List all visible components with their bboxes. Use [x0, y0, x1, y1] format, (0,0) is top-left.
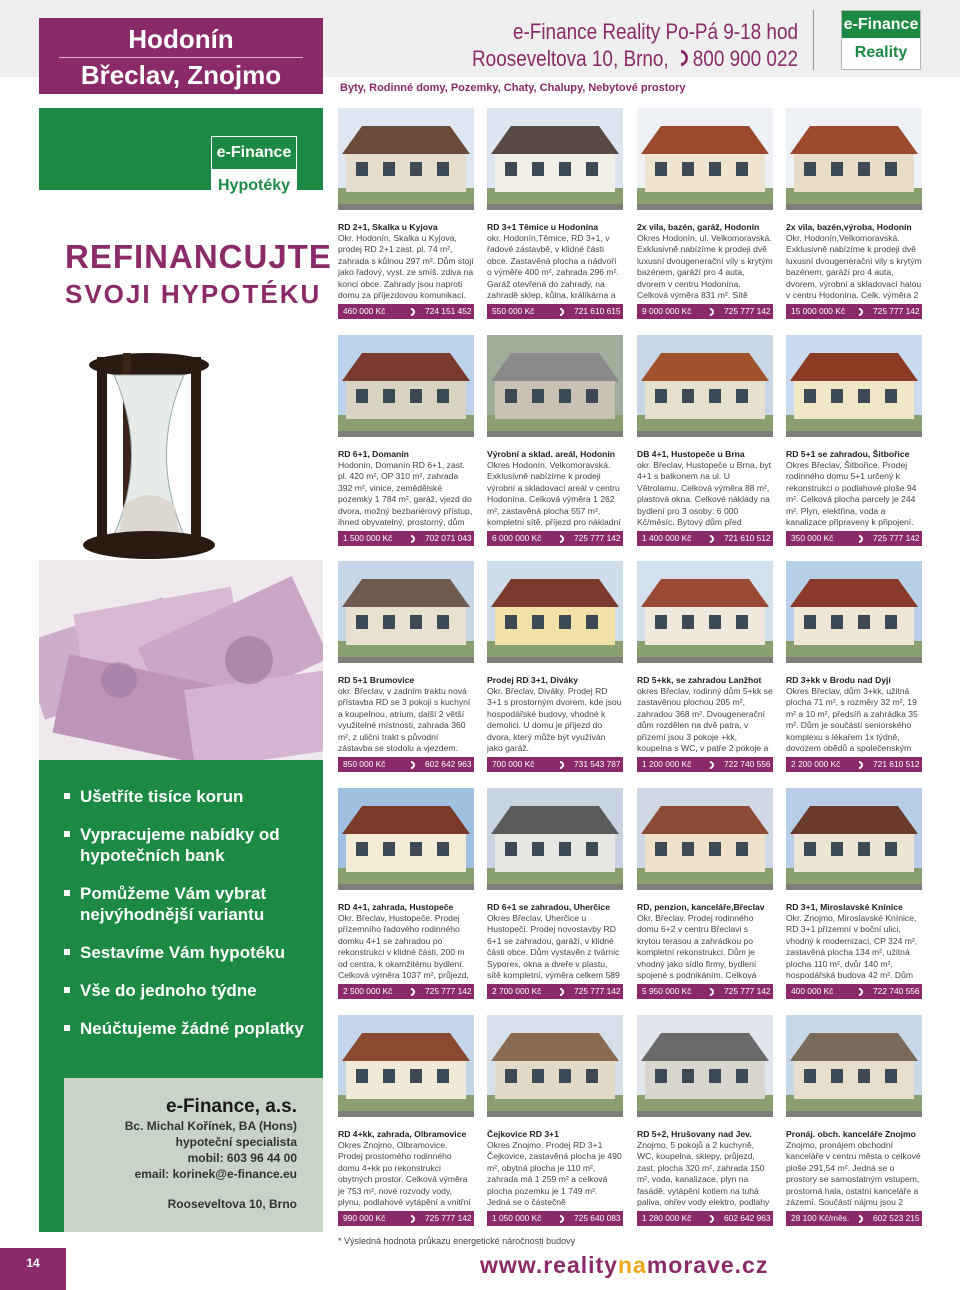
listing-photo: [786, 788, 922, 890]
listing-price-bar: [637, 1211, 773, 1226]
page-number: 14: [0, 1248, 66, 1290]
listing-card[interactable]: [637, 108, 773, 319]
header-phone: 800 900 022: [692, 46, 798, 71]
hypoteky-logo-top: e-Finance: [212, 137, 296, 169]
contact-name: Bc. Michal Kořínek, BA (Hons): [124, 1119, 297, 1133]
listing-photo: [487, 788, 623, 890]
listing-price-bar: [637, 304, 773, 319]
listing-phone[interactable]: 725 777 142: [873, 533, 920, 543]
listing-phone[interactable]: 721 610 512: [724, 533, 771, 543]
listing-title: RD 4+kk, zahrada, Olbramovice: [338, 1129, 467, 1139]
benefit-item: Ušetříte tisíce korun: [64, 786, 314, 807]
benefit-item: Sestavíme Vám hypotéku: [64, 942, 314, 963]
region-line-1: Hodonín: [128, 24, 234, 54]
listing-card[interactable]: [786, 788, 922, 999]
listing-title: 2x vila, bazén,výroba, Hodonín: [786, 222, 912, 232]
listing-title: DB 4+1, Hustopeče u Brna: [637, 449, 745, 459]
listing-description: okr. Břeclav, Hustopeče u Brna, byt 4+1 s balkonem na ul. U Větrolamu. Celková výměra 88 m², plastová okna. Celkové náklady na bydlení pro 3 osoby: 6 000 Kč/měsíc. Bytový dům před: [637, 460, 772, 528]
listing-price: 700 000 Kč: [492, 759, 535, 769]
listing-phone[interactable]: 602 523 215: [873, 1213, 920, 1223]
phone-icon: [853, 759, 864, 770]
contact-mobile[interactable]: mobil: 603 96 44 00: [187, 1151, 297, 1165]
phone-icon: [554, 759, 565, 770]
benefit-item: Neúčtujeme žádné poplatky: [64, 1018, 314, 1039]
listing-description: Okres Hodonín, ul. Velkomoravská. Exklusivně nabízíme k prodeji dvě luxusní dvougenerační vily s krytým bazénem, garáží pro 4 auta, dvorem v centru Hodonína. Celková výměra 831 m². Sítě: [637, 233, 773, 301]
contact-role: hypoteční specialista: [175, 1135, 297, 1149]
listing-card[interactable]: [338, 335, 474, 546]
listing-card[interactable]: [487, 788, 623, 999]
listing-price: 5 950 000 Kč: [642, 986, 692, 996]
listing-description: Okres Znojmo, Olbramovice. Prodej prostorného rodinného domu 4+kk po rekonstrukci obytných prostor. Celková výměra je 753 m², nové rozvody vody, plynu, podlahové vytápění a vnitřní: [338, 1140, 471, 1208]
listing-photo: [338, 335, 474, 437]
listing-photo: [786, 561, 922, 663]
listing-description: Okres Hodonín, Velkomoravská. Exklusivně nabízíme k prodeji výrobní a skladovací areál v centru Hodonína. Celková výměra 1 262 m², zastavěná plocha 557 m², kompletní sítě, příjezd pro nákladní: [487, 460, 621, 528]
url-part-3: morave.cz: [646, 1252, 769, 1278]
listing-photo: [338, 788, 474, 890]
listing-description: okres Břeclav, rodinný dům 5+kk se zastavěnou plochou 205 m², zahradou 368 m². Dvougenerační dům rozdělen na dvě patra, v přízemí jsou 3 pokoje +kk, koupelna s WC, v patře 2 pokoje a: [637, 686, 773, 754]
energy-footnote: * Výsledná hodnota průkazu energetické náročnosti budovy: [338, 1236, 576, 1246]
listing-description: Okr. Břeclav. Prodej rodinného domu 6+2 v centru Břeclavi s krytou terasou a zahrádkou po kompletní rekonstrukci. Dům je vhodný jako sídlo firmy, bydlení spojené s podnikáním. Celková: [637, 913, 757, 981]
listing-title: RD 5+1 Brumovice: [338, 675, 415, 685]
listing-title: RD 2+1, Skalka u Kyjova: [338, 222, 438, 232]
listing-photo: [637, 788, 773, 890]
reality-logo: [841, 10, 921, 70]
listing-phone[interactable]: 724 151 452: [425, 306, 472, 316]
listing-description: Znojmo, 5 pokojů a 2 kuchyně, WC, koupelna, sklepy, průjezd, zast. plocha 320 m², zahrada 150 m², voda, kanalizace, plyn na fasádě, vytápění kotlem na tuhá paliva, ohřev vody elektro, podlahy: [637, 1140, 770, 1208]
listing-price: 850 000 Kč: [343, 759, 386, 769]
listing-card[interactable]: [637, 561, 773, 772]
phone-icon: [554, 306, 565, 317]
listing-phone[interactable]: 702 071 043: [425, 533, 472, 543]
listing-price: 350 000 Kč: [791, 533, 834, 543]
listing-title: Čejkovice RD 3+1: [487, 1129, 559, 1139]
listing-description: Okres Znojmo. Prodej RD 3+1 Čejkovice, zastavěná plocha je 490 m², obytná plocha je 110 m², zahrada má 1 259 m² a celková plocha pozemku je 1 749 m². Jedná se o částečně: [487, 1140, 622, 1208]
listing-photo: [637, 108, 773, 210]
listing-title: 2x vila, bazén, garáž, Hodonín: [637, 222, 760, 232]
url-part-2: na: [617, 1252, 647, 1278]
listing-title: RD 5+2, Hrušovany nad Jev.: [637, 1129, 752, 1139]
contact-email[interactable]: email: korinek@e-finance.eu: [134, 1167, 297, 1181]
phone-icon: [853, 1213, 864, 1224]
listing-price: 1 500 000 Kč: [343, 533, 393, 543]
listing-phone[interactable]: 725 640 083: [574, 1213, 621, 1223]
listing-description: okr. Hodonín,Těmice, RD 3+1, v řadové zástavbě, v klidné části obce. Zastavěná plocha a nádvoří o výměře 400 m², zahrada 296 m². Garáž otevřená do zahrady, na zahradě sklep, kůlna, králíkárna a: [487, 233, 619, 301]
phone-icon: [405, 759, 416, 770]
phone-icon: [704, 1213, 715, 1224]
url-part-1: www.reality: [480, 1252, 618, 1278]
listing-phone[interactable]: 721 610 512: [873, 759, 920, 769]
listing-price: 1 200 000 Kč: [642, 759, 692, 769]
hourglass-image: [39, 335, 323, 575]
header-title-line-1: e-Finance Reality Po-Pá 9-18 hod: [512, 19, 798, 44]
reality-logo-bottom: Reality: [854, 44, 908, 61]
listing-price-bar: [786, 757, 922, 772]
benefit-item: Vypracujeme nabídky od hypotečních bank: [64, 824, 314, 866]
listing-price: 1 280 000 Kč: [642, 1213, 692, 1223]
listing-title: Pronáj. obch. kanceláře Znojmo: [786, 1129, 916, 1139]
listing-price: 1 400 000 Kč: [642, 533, 692, 543]
listing-price: 2 700 000 Kč: [492, 986, 542, 996]
listing-phone[interactable]: 725 777 142: [873, 306, 920, 316]
listing-photo: [338, 108, 474, 210]
listing-title: RD 6+1 se zahradou, Uherčice: [487, 902, 610, 912]
listing-price-bar: [338, 757, 474, 772]
listing-title: Výrobní a sklad. areál, Hodonín: [487, 449, 615, 459]
benefit-item: Pomůžeme Vám vybrat nejvýhodnější variantu: [64, 883, 314, 925]
listing-price: 550 000 Kč: [492, 306, 535, 316]
listing-description: Okres Břeclav, Šitbořice. Prodej rodinného domu 5+1 určený k rekonstrukci o podlahové ploše 94 m². Celková plocha parcely je 244 m². Plyn, elektřina, voda a kanalizace připraveny k připojení.: [786, 460, 917, 528]
listing-description: Okr. Znojmo, Miroslavské Knínice, RD 3+1 přízemní v boční ulici, vhodný k modernizaci, CP 324 m², zastavěná plocha 134 m², užitná plocha 110 m², dvůr 140 m², hospodářská budova 42 m². Dům: [786, 913, 918, 981]
phone-icon: [554, 1213, 565, 1224]
listing-photo: [637, 335, 773, 437]
listing-price-bar: [338, 984, 474, 999]
listing-description: Okr. Břeclav, Diváky. Prodej RD 3+1 s prostorným dvorem, kde jsou hospodářské budovy, vhodné k demolici. U domu je přijezd do dvora, který může být využíván jako garáž.: [487, 686, 622, 754]
phone-icon: [671, 47, 690, 70]
listing-card[interactable]: [338, 108, 474, 319]
listing-price: 28 100 Kč/měs.: [791, 1213, 850, 1223]
phone-icon: [853, 306, 864, 317]
header-title: [404, 18, 798, 72]
listing-description: Znojmo, pronájem obchodní kanceláře v centru města o celkové ploše 291,54 m². Jedná se o prostory se samostatným vstupem, prostorná hala, ostatní kanceláře a zázemí. Součástí nájmu jsou 2: [786, 1140, 921, 1208]
listing-description: okr. Břeclav, v zadním traktu nová přístavba RD se 3 pokoji s kuchyní a koupelnou, atrium, další 2 větší využitelné místnosti, zahrada 360 m², z uliční trakt s původní zástavba se stodolu a vjezdem.: [338, 686, 471, 754]
website-url[interactable]: [480, 1252, 768, 1279]
listing-phone[interactable]: 602 642 963: [425, 759, 472, 769]
listing-description: Hodonín, Domanín RD 6+1, zast. pl. 420 m², OP 310 m², zahrada 392 m², vinice, zemědělské pozemky 1 784 m², garáž, vjezd do dvora, možný bezbariérový přístup, ihned obyvatelný, prostorný, dům: [338, 460, 473, 528]
listing-price-bar: [487, 531, 623, 546]
listing-photo: [637, 1015, 773, 1117]
listing-description: Okr. Břeclav, Hustopeče. Prodej přízemního řadového rodinného domku 4+1 se zahradou po rekonstrukci v klidné části, 200 m od centra, k okamžitému bydlení. Celková výměra 1037 m², průjezd,: [338, 913, 469, 981]
listing-card[interactable]: [786, 335, 922, 546]
listing-card[interactable]: [338, 788, 474, 999]
listing-title: RD 4+1, zahrada, Hustopeče: [338, 902, 454, 912]
listing-price: 6 000 000 Kč: [492, 533, 542, 543]
listing-price: 2 200 000 Kč: [791, 759, 841, 769]
refinance-headline-2: SVOJI HYPOTÉKU: [65, 279, 322, 309]
listing-photo: [338, 561, 474, 663]
phone-icon: [554, 533, 565, 544]
hypoteky-logo-bottom: Hypotéky: [212, 169, 296, 203]
contact-company: e-Finance, a.s.: [166, 1096, 297, 1117]
listing-phone[interactable]: 731 543 787: [574, 759, 621, 769]
listing-card[interactable]: [786, 108, 922, 319]
listing-price-bar: [487, 984, 623, 999]
listing-phone[interactable]: 602 642 963: [724, 1213, 771, 1223]
listing-price-bar: [487, 757, 623, 772]
listing-photo: [487, 335, 623, 437]
phone-icon: [704, 986, 715, 997]
header-divider: [813, 10, 814, 70]
listing-card[interactable]: [338, 1015, 474, 1226]
listing-price-bar: [637, 531, 773, 546]
listing-card[interactable]: [637, 788, 773, 999]
listing-price-bar: [637, 984, 773, 999]
phone-icon: [405, 1213, 416, 1224]
listing-description: Okres Břeclav, Uherčice u Hustopečí. Prodej novostavby RD 6+1 se zahradou, garáží, v klidné části obce. Dům vystavěn z tvárnic Syporex, okna a dveře v plastu, sítě kompletní, výměra celkem 589: [487, 913, 620, 981]
listing-title: Prodej RD 3+1, Diváky: [487, 675, 578, 685]
header-title-line-2: [404, 45, 798, 72]
listing-price: 990 000 Kč: [343, 1213, 386, 1223]
listing-description: Okr. Hodonín, Skalka u Kyjova, prodej RD 2+1 zast. pl. 74 m², zahrada s kůlnou 297 m². Dům stojí jako řadový, vyst. ze smíš. zdiva na konci obce. Zahrady jsou naproti domu za příjezdovou komunikací.: [338, 233, 474, 301]
listing-price: 15 000 000 Kč: [791, 306, 846, 316]
listing-card[interactable]: [338, 561, 474, 772]
listing-photo: [786, 335, 922, 437]
phone-icon: [405, 986, 416, 997]
listing-price: 2 500 000 Kč: [343, 986, 393, 996]
listing-phone[interactable]: 725 777 142: [574, 986, 621, 996]
listing-card[interactable]: [637, 335, 773, 546]
listing-photo: [786, 1015, 922, 1117]
listing-price: 400 000 Kč: [791, 986, 834, 996]
listing-phone[interactable]: 721 610 615: [574, 306, 621, 316]
listing-price: 460 000 Kč: [343, 306, 386, 316]
listing-photo: [637, 561, 773, 663]
header-subtitle: Byty, Rodinné domy, Pozemky, Chaty, Chalupy, Nebytové prostory: [340, 82, 686, 94]
listing-price-bar: [487, 304, 623, 319]
listing-price-bar: [338, 1211, 474, 1226]
benefit-item: Vše do jednoho týdne: [64, 980, 314, 1001]
phone-icon: [853, 986, 864, 997]
listing-title: RD, penzion, kanceláře,Břeclav: [637, 902, 765, 912]
listing-title: RD 6+1, Domanín: [338, 449, 409, 459]
listing-title: RD 3+1 Těmice u Hodonína: [487, 222, 599, 232]
listing-photo: [487, 561, 623, 663]
listing-price-bar: [786, 531, 922, 546]
refinance-headline: [65, 238, 332, 312]
listing-photo: [786, 108, 922, 210]
phone-icon: [704, 759, 715, 770]
refinance-headline-1: REFINANCUJTE: [65, 238, 332, 275]
listing-card[interactable]: [487, 335, 623, 546]
phone-icon: [405, 306, 416, 317]
benefits-list: [64, 786, 314, 1056]
listing-photo: [487, 108, 623, 210]
listing-phone[interactable]: 725 777 142: [574, 533, 621, 543]
contact-address: Rooseveltova 10, Brno: [167, 1197, 297, 1211]
listing-card[interactable]: [786, 1015, 922, 1226]
listing-price-bar: [786, 984, 922, 999]
phone-icon: [405, 533, 416, 544]
listing-card[interactable]: [786, 561, 922, 772]
hypoteky-logo: [211, 136, 297, 204]
listing-card[interactable]: [637, 1015, 773, 1226]
contact-box: [64, 1078, 323, 1232]
listing-card[interactable]: [487, 1015, 623, 1226]
listing-description: Okr. Hodonín,Velkomoravská. Exklusivně nabízíme k prodeji dvě luxusní dvougenerační vily s krytým bazénem, garáží pro 4 auta, dvorem, výrobní a skladovací halou v centru Hodonína. Celk. výměra 2: [786, 233, 922, 301]
listing-phone[interactable]: 725 777 142: [724, 306, 771, 316]
listing-phone[interactable]: 725 777 142: [425, 986, 472, 996]
listing-title: RD 5+1 se zahradou, Šitbořice: [786, 449, 910, 459]
listing-phone[interactable]: 725 777 142: [724, 986, 771, 996]
listing-price: 1 050 000 Kč: [492, 1213, 542, 1223]
listing-phone[interactable]: 722 740 556: [873, 986, 920, 996]
phone-icon: [554, 986, 565, 997]
listing-price-bar: [786, 304, 922, 319]
listing-card[interactable]: [487, 561, 623, 772]
listing-price-bar: [637, 757, 773, 772]
phone-icon: [704, 306, 715, 317]
region-line-2: Břeclav, Znojmo: [80, 60, 282, 90]
listing-price-bar: [487, 1211, 623, 1226]
listing-price-bar: [786, 1211, 922, 1226]
region-box: [39, 18, 323, 94]
banknotes-image: [39, 560, 323, 760]
listing-description: Okres Břeclav, dům 3+kk, užitná plocha 71 m², s rozměry 32 m², 19 m² a 10 m², předsíň a zahrádka 35 m². Dům je součástí seniorského komplexu s lékařem 1x týdně, dovozem obědů a společenským: [786, 686, 918, 754]
phone-icon: [853, 533, 864, 544]
header-address: Rooseveltova 10, Brno,: [472, 46, 669, 71]
listing-title: RD 3+kk v Brodu nad Dyjí: [786, 675, 891, 685]
listing-phone[interactable]: 722 740 556: [724, 759, 771, 769]
phone-icon: [704, 533, 715, 544]
listing-photo: [487, 1015, 623, 1117]
listing-phone[interactable]: 725 777 142: [425, 1213, 472, 1223]
listing-price-bar: [338, 304, 474, 319]
listing-price-bar: [338, 531, 474, 546]
listing-price: 9 000 000 Kč: [642, 306, 692, 316]
listing-photo: [338, 1015, 474, 1117]
reality-logo-top: e-Finance: [842, 11, 920, 38]
listing-title: RD 5+kk, se zahradou Lanžhot: [637, 675, 762, 685]
listing-card[interactable]: [487, 108, 623, 319]
listing-title: RD 3+1, Miroslavské Knínice: [786, 902, 903, 912]
